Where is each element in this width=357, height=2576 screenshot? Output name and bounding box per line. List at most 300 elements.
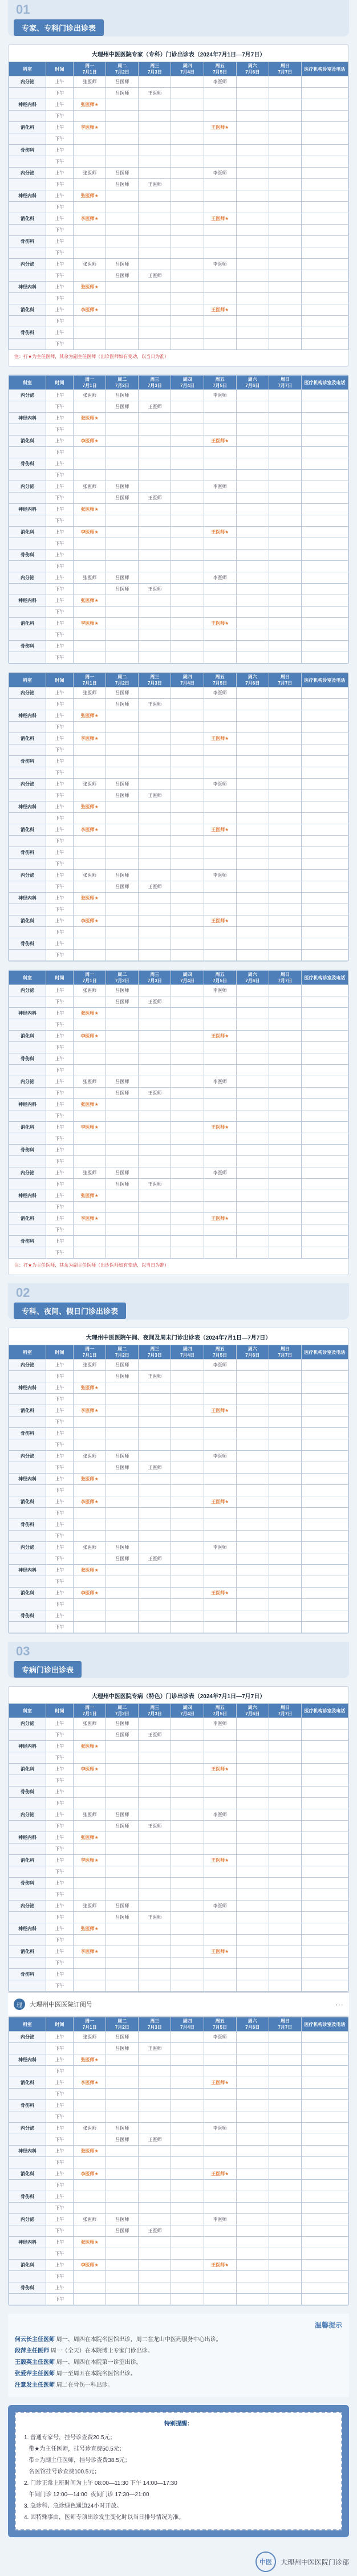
doctor-cell — [236, 858, 269, 870]
doctor-cell — [106, 1236, 139, 1247]
department-cell — [9, 767, 46, 779]
doctor-cell — [204, 1980, 236, 1992]
department-cell: 消化科 — [9, 527, 46, 538]
doctor-cell — [269, 584, 301, 595]
doctor-cell — [204, 813, 236, 824]
clinic-info-cell — [301, 202, 348, 213]
doctor-cell — [236, 1901, 269, 1912]
doctor-cell — [269, 225, 301, 236]
doctor-cell — [269, 316, 301, 327]
time-cell: 下午 — [46, 1417, 74, 1428]
clinic-info-cell — [301, 1752, 348, 1764]
time-cell: 下午 — [46, 858, 74, 870]
doctor-cell: 吕医师 — [106, 985, 139, 996]
doctor-cell: 王医师 — [139, 88, 171, 99]
column-header: 周二 7月2日 — [106, 62, 139, 76]
doctor-cell — [236, 2271, 269, 2282]
time-cell: 下午 — [46, 2271, 74, 2282]
doctor-cell — [139, 1519, 171, 1531]
doctor-cell — [204, 1958, 236, 1969]
doctor-cell — [171, 1382, 204, 1394]
doctor-cell — [204, 950, 236, 961]
time-cell: 上午 — [46, 801, 74, 813]
clinic-info-cell — [301, 904, 348, 915]
time-cell: 上午 — [46, 1878, 74, 1889]
clinic-info-cell — [301, 824, 348, 836]
doctor-cell — [204, 2282, 236, 2294]
doctor-cell — [139, 1224, 171, 1236]
share-bar[interactable] — [8, 1992, 349, 2016]
doctor-cell — [74, 2111, 106, 2123]
time-cell: 上午 — [46, 504, 74, 515]
time-cell: 上午 — [46, 213, 74, 225]
doctor-cell — [236, 413, 269, 424]
doctor-cell — [171, 836, 204, 847]
department-cell: 骨伤科 — [9, 1786, 46, 1798]
time-cell: 下午 — [46, 1866, 74, 1878]
doctor-cell: 王医师★ — [204, 213, 236, 225]
doctor-cell — [139, 225, 171, 236]
time-cell: 下午 — [46, 2043, 74, 2054]
doctor-cell — [74, 1371, 106, 1382]
table-row — [9, 927, 348, 938]
time-cell: 下午 — [46, 447, 74, 458]
column-header: 周日 7月7日 — [269, 62, 301, 76]
schedule-card-2 — [8, 1328, 349, 1634]
clinic-info-cell — [301, 1428, 348, 1439]
doctor-cell — [204, 504, 236, 515]
doctor-cell — [204, 1394, 236, 1405]
doctor-cell — [106, 2294, 139, 2305]
doctor-cell: 吕医师 — [106, 996, 139, 1008]
doctor-cell — [171, 225, 204, 236]
doctor-cell — [74, 1576, 106, 1588]
time-cell: 上午 — [46, 2168, 74, 2180]
doctor-cell — [106, 1247, 139, 1259]
doctor-cell — [139, 1394, 171, 1405]
doctor-cell: 吕医师 — [106, 2214, 139, 2225]
doctor-cell — [171, 938, 204, 950]
department-cell: 消化科 — [9, 213, 46, 225]
department-cell — [9, 2089, 46, 2100]
department-cell — [9, 88, 46, 99]
doctor-cell — [204, 1878, 236, 1889]
time-cell: 下午 — [46, 722, 74, 733]
doctor-cell — [171, 2157, 204, 2168]
doctor-cell: 李医师 — [204, 259, 236, 270]
clinic-info-cell — [301, 470, 348, 481]
doctor-cell — [236, 247, 269, 259]
doctor-cell — [269, 1553, 301, 1565]
doctor-cell — [106, 927, 139, 938]
department-cell: 内分泌 — [9, 1167, 46, 1179]
clinic-info-cell — [301, 2282, 348, 2294]
doctor-cell — [139, 722, 171, 733]
doctor-cell — [269, 1417, 301, 1428]
doctor-cell — [74, 2089, 106, 2100]
doctor-cell: 吕医师 — [106, 168, 139, 179]
table-row — [9, 259, 348, 270]
doctor-cell — [74, 236, 106, 247]
doctor-cell: 张医师 — [74, 1360, 106, 1371]
clinic-info-cell — [301, 1088, 348, 1099]
section-tag: 专病门诊出诊表 — [14, 1661, 82, 1678]
department-cell — [9, 584, 46, 595]
department-cell: 神经内科 — [9, 801, 46, 813]
doctor-cell: 吕医师 — [106, 1179, 139, 1190]
department-cell — [9, 1958, 46, 1969]
doctor-cell — [171, 1156, 204, 1167]
doctor-cell — [139, 1969, 171, 1980]
column-header: 周一 7月1日 — [74, 1704, 106, 1718]
table-row — [9, 390, 348, 401]
doctor-cell: 王医师 — [139, 493, 171, 504]
department-cell: 神经内科 — [9, 1741, 46, 1752]
doctor-cell: 王医师 — [139, 996, 171, 1008]
table-row — [9, 950, 348, 961]
department-cell — [9, 927, 46, 938]
doctor-cell — [171, 893, 204, 904]
doctor-cell — [139, 1122, 171, 1133]
doctor-cell — [74, 584, 106, 595]
column-header: 周五 7月5日 — [204, 376, 236, 390]
table-row — [9, 699, 348, 710]
doctor-cell — [139, 836, 171, 847]
department-cell — [9, 1202, 46, 1213]
doctor-cell — [74, 1798, 106, 1809]
column-header: 周一 7月1日 — [74, 62, 106, 76]
department-cell: 神经内科 — [9, 2237, 46, 2248]
doctor-cell: 张医师★ — [74, 2054, 106, 2066]
doctor-cell — [139, 190, 171, 202]
table-row — [9, 1901, 348, 1912]
doctor-cell: 王医师★ — [204, 1405, 236, 1417]
doctor-cell — [106, 1980, 139, 1992]
doctor-cell — [269, 1247, 301, 1259]
table-row — [9, 1786, 348, 1798]
clinic-info-cell — [301, 756, 348, 767]
doctor-cell — [106, 2168, 139, 2180]
clinic-info-cell — [301, 179, 348, 190]
doctor-cell — [139, 424, 171, 436]
doctor-cell — [236, 270, 269, 282]
table-row — [9, 1019, 348, 1031]
doctor-cell — [269, 1764, 301, 1775]
department-cell: 神经内科 — [9, 282, 46, 293]
clinic-info-cell — [301, 733, 348, 744]
doctor-cell: 张医师 — [74, 687, 106, 699]
doctor-cell — [204, 904, 236, 915]
doctor-cell — [269, 1042, 301, 1053]
doctor-cell — [74, 1519, 106, 1531]
doctor-cell — [236, 538, 269, 550]
doctor-cell — [171, 401, 204, 413]
clinic-info-cell — [301, 1610, 348, 1622]
doctor-cell — [106, 225, 139, 236]
doctor-cell — [204, 470, 236, 481]
table-row — [9, 1496, 348, 1508]
time-cell: 上午 — [46, 99, 74, 111]
time-cell: 下午 — [46, 1752, 74, 1764]
time-cell: 上午 — [46, 1901, 74, 1912]
doctor-cell — [269, 2237, 301, 2248]
time-cell: 上午 — [46, 2214, 74, 2225]
doctor-cell: 张医师★ — [74, 1190, 106, 1202]
doctor-cell — [74, 950, 106, 961]
department-cell — [9, 1844, 46, 1855]
department-cell: 消化科 — [9, 2077, 46, 2089]
clinic-info-cell — [301, 515, 348, 527]
doctor-cell: 王医师★ — [204, 1946, 236, 1958]
doctor-cell — [74, 316, 106, 327]
doctor-cell: 李医师 — [204, 687, 236, 699]
department-cell: 神经内科 — [9, 1099, 46, 1110]
clinic-info-cell — [301, 282, 348, 293]
doctor-cell — [171, 1923, 204, 1935]
clinic-info-cell — [301, 1462, 348, 1474]
doctor-cell — [171, 950, 204, 961]
doctor-cell — [236, 584, 269, 595]
time-cell: 下午 — [46, 1980, 74, 1992]
doctor-cell: 李医师★ — [74, 2260, 106, 2271]
table-row — [9, 436, 348, 447]
column-header: 科室 — [9, 62, 46, 76]
doctor-cell — [139, 413, 171, 424]
doctor-cell — [74, 225, 106, 236]
doctor-cell — [171, 813, 204, 824]
time-cell: 下午 — [46, 1133, 74, 1145]
doctor-cell — [236, 527, 269, 538]
department-cell — [9, 2111, 46, 2123]
department-cell: 神经内科 — [9, 1565, 46, 1576]
doctor-cell — [139, 1202, 171, 1213]
clinic-info-cell — [301, 2203, 348, 2214]
department-cell — [9, 950, 46, 961]
department-cell — [9, 1088, 46, 1099]
department-cell — [9, 1224, 46, 1236]
doctor-cell: 张医师 — [74, 1809, 106, 1821]
doctor-cell: 张医师 — [74, 1451, 106, 1462]
doctor-cell: 吕医师 — [106, 1729, 139, 1741]
doctor-cell — [269, 699, 301, 710]
clinic-info-cell — [301, 1980, 348, 1992]
clinic-info-cell — [301, 1156, 348, 1167]
clinic-info-cell — [301, 1622, 348, 1633]
doctor-cell — [74, 1622, 106, 1633]
doctor-cell — [74, 247, 106, 259]
clinic-info-cell — [301, 2168, 348, 2180]
doctor-cell — [236, 779, 269, 790]
doctor-cell — [269, 2134, 301, 2146]
table-row — [9, 293, 348, 304]
doctor-cell — [74, 1088, 106, 1099]
doctor-cell — [106, 1031, 139, 1042]
doctor-cell — [269, 801, 301, 813]
doctor-cell — [171, 447, 204, 458]
doctor-cell — [236, 1405, 269, 1417]
doctor-cell — [139, 1360, 171, 1371]
doctor-cell — [171, 493, 204, 504]
column-header: 周四 7月4日 — [171, 673, 204, 687]
doctor-cell — [106, 1798, 139, 1809]
time-cell: 下午 — [46, 561, 74, 572]
department-cell: 内分泌 — [9, 1076, 46, 1088]
table-row — [9, 1980, 348, 1992]
time-cell: 上午 — [46, 2260, 74, 2271]
clinic-info-cell — [301, 247, 348, 259]
time-cell: 上午 — [46, 527, 74, 538]
doctor-cell — [74, 538, 106, 550]
doctor-cell — [139, 1844, 171, 1855]
table-row — [9, 1519, 348, 1531]
doctor-cell: 吕医师 — [106, 2134, 139, 2146]
doctor-cell — [74, 1145, 106, 1156]
table-row — [9, 1008, 348, 1019]
clinic-info-cell — [301, 1224, 348, 1236]
table-row — [9, 1462, 348, 1474]
doctor-cell — [204, 1821, 236, 1832]
doctor-cell — [269, 1076, 301, 1088]
doctor-cell — [171, 1775, 204, 1786]
department-cell — [9, 111, 46, 122]
table-row — [9, 1844, 348, 1855]
doctor-cell — [236, 1122, 269, 1133]
doctor-cell — [171, 2191, 204, 2203]
doctor-cell — [139, 2123, 171, 2134]
doctor-cell — [171, 985, 204, 996]
clinic-info-cell — [301, 618, 348, 629]
table-row — [9, 2146, 348, 2157]
doctor-cell — [74, 1531, 106, 1542]
doctor-cell: 王医师 — [139, 2043, 171, 2054]
time-cell: 上午 — [46, 1428, 74, 1439]
table-row — [9, 652, 348, 664]
doctor-cell: 李医师★ — [74, 1405, 106, 1417]
doctor-cell: 王医师 — [139, 790, 171, 801]
table-row — [9, 687, 348, 699]
doctor-cell — [236, 190, 269, 202]
department-cell — [9, 1980, 46, 1992]
doctor-cell — [74, 1912, 106, 1923]
column-header: 周六 7月6日 — [236, 1704, 269, 1718]
doctor-cell — [139, 1508, 171, 1519]
table-row — [9, 213, 348, 225]
time-cell: 上午 — [46, 458, 74, 470]
doctor-cell: 吕医师 — [106, 1542, 139, 1553]
schedule-card-3b — [8, 2016, 349, 2306]
doctor-cell — [139, 1901, 171, 1912]
doctor-cell — [269, 527, 301, 538]
doctor-cell: 李医师 — [204, 168, 236, 179]
time-cell: 上午 — [46, 76, 74, 88]
clinic-info-cell — [301, 1110, 348, 1122]
doctor-cell — [236, 2248, 269, 2260]
doctor-cell — [74, 722, 106, 733]
doctor-cell: 吕医师 — [106, 687, 139, 699]
table-row — [9, 447, 348, 458]
doctor-cell — [236, 1088, 269, 1099]
time-cell: 上午 — [46, 1451, 74, 1462]
doctor-cell — [171, 2066, 204, 2077]
doctor-cell — [204, 2146, 236, 2157]
doctor-cell — [106, 801, 139, 813]
doctor-cell — [269, 824, 301, 836]
doctor-cell — [74, 1428, 106, 1439]
reminder-line: 何云长主任医师 周一、周四在本院名医馆出诊，周二在龙山中医药服务中心出诊。 — [15, 2337, 222, 2343]
column-header: 周三 7月3日 — [139, 971, 171, 985]
doctor-cell — [171, 927, 204, 938]
doctor-cell — [269, 413, 301, 424]
doctor-cell — [269, 2282, 301, 2294]
doctor-cell — [139, 2294, 171, 2305]
doctor-cell — [74, 2271, 106, 2282]
doctor-cell — [171, 1729, 204, 1741]
doctor-cell — [236, 1729, 269, 1741]
time-cell: 下午 — [46, 401, 74, 413]
doctor-cell — [139, 282, 171, 293]
account-name[interactable]: 大理州中医医院订阅号 — [30, 2001, 92, 2008]
column-header: 周一 7月1日 — [74, 971, 106, 985]
department-cell — [9, 1156, 46, 1167]
clinic-info-cell — [301, 1008, 348, 1019]
doctor-cell — [269, 1474, 301, 1485]
section-tag: 专科、夜间、假日门诊出诊表 — [14, 1303, 126, 1319]
doctor-cell — [171, 1553, 204, 1565]
doctor-cell — [106, 1405, 139, 1417]
doctor-cell — [106, 538, 139, 550]
doctor-cell — [106, 1508, 139, 1519]
doctor-cell — [139, 99, 171, 111]
doctor-cell — [106, 607, 139, 618]
doctor-cell — [236, 1935, 269, 1946]
time-cell: 下午 — [46, 1912, 74, 1923]
clinic-info-cell — [301, 550, 348, 561]
doctor-cell — [236, 493, 269, 504]
doctor-cell — [74, 1394, 106, 1405]
time-cell: 上午 — [46, 2100, 74, 2111]
doctor-cell — [204, 99, 236, 111]
doctor-cell — [106, 424, 139, 436]
time-cell: 上午 — [46, 1474, 74, 1485]
doctor-cell — [236, 2134, 269, 2146]
doctor-cell: 李医师 — [204, 2123, 236, 2134]
table-row — [9, 504, 348, 515]
doctor-cell — [74, 938, 106, 950]
doctor-cell: 王医师★ — [204, 2077, 236, 2089]
doctor-cell — [236, 2282, 269, 2294]
department-cell: 骨伤科 — [9, 236, 46, 247]
table-row — [9, 733, 348, 744]
doctor-cell — [236, 2260, 269, 2271]
table-row — [9, 339, 348, 350]
time-cell: 上午 — [46, 870, 74, 881]
doctor-cell — [236, 618, 269, 629]
doctor-cell: 李医师★ — [74, 1764, 106, 1775]
more-icon[interactable]: ··· — [335, 2000, 343, 2009]
doctor-cell: 张医师★ — [74, 504, 106, 515]
clinic-info-cell — [301, 927, 348, 938]
doctor-cell — [236, 293, 269, 304]
doctor-cell — [236, 550, 269, 561]
doctor-cell — [269, 1133, 301, 1145]
department-cell: 骨伤科 — [9, 1053, 46, 1065]
doctor-cell — [106, 858, 139, 870]
clinic-info-cell — [301, 996, 348, 1008]
doctor-cell: 李医师 — [204, 1809, 236, 1821]
doctor-cell — [106, 1775, 139, 1786]
table-row — [9, 1167, 348, 1179]
department-cell — [9, 722, 46, 733]
